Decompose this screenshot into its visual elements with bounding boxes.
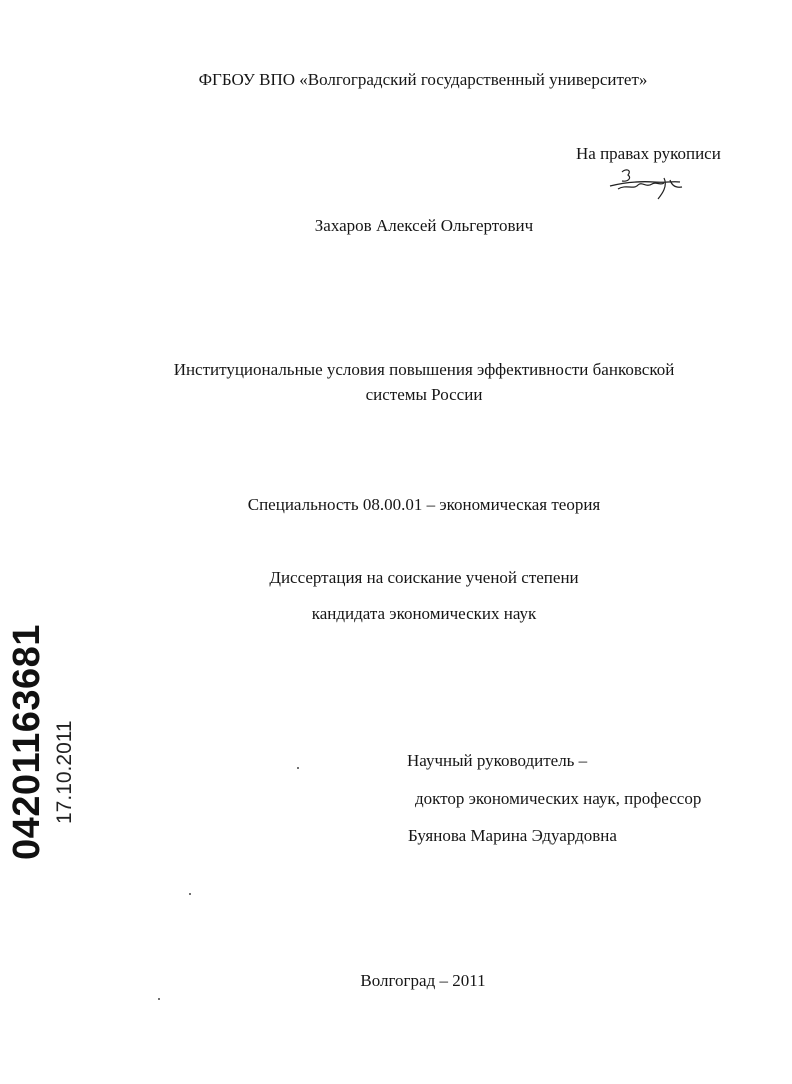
supervisor-name: Буянова Марина Эдуардовна [408,826,617,845]
city-year: Волгоград – 2011 [360,971,486,990]
author-name: Захаров Алексей Ольгертович [314,216,534,235]
archive-stamp [6,624,80,860]
speciality: Специальность 08.00.01 – экономическая теория [247,495,601,514]
dissertation-title-line1: Институциональные условия повышения эффективности банковской [173,360,675,379]
degree-line1: Диссертация на соискание ученой степени [269,568,579,587]
supervisor-title: доктор экономических наук, профессор [415,789,702,808]
manuscript-note: На правах рукописи [576,144,721,163]
scan-speck [297,767,299,769]
stamp-number: 04201163681 [6,624,48,860]
institution-name: ФГБОУ ВПО «Волгоградский государственный университет» [198,70,648,89]
scan-speck [158,998,160,1000]
supervisor-label: Научный руководитель – [407,751,588,770]
stamp-date: 17.10.2011 [53,720,76,824]
handwritten-signature-icon [608,166,688,202]
dissertation-title-line2: системы России [365,385,483,404]
scan-speck [189,893,191,895]
degree-line2: кандидата экономических наук [311,604,537,623]
